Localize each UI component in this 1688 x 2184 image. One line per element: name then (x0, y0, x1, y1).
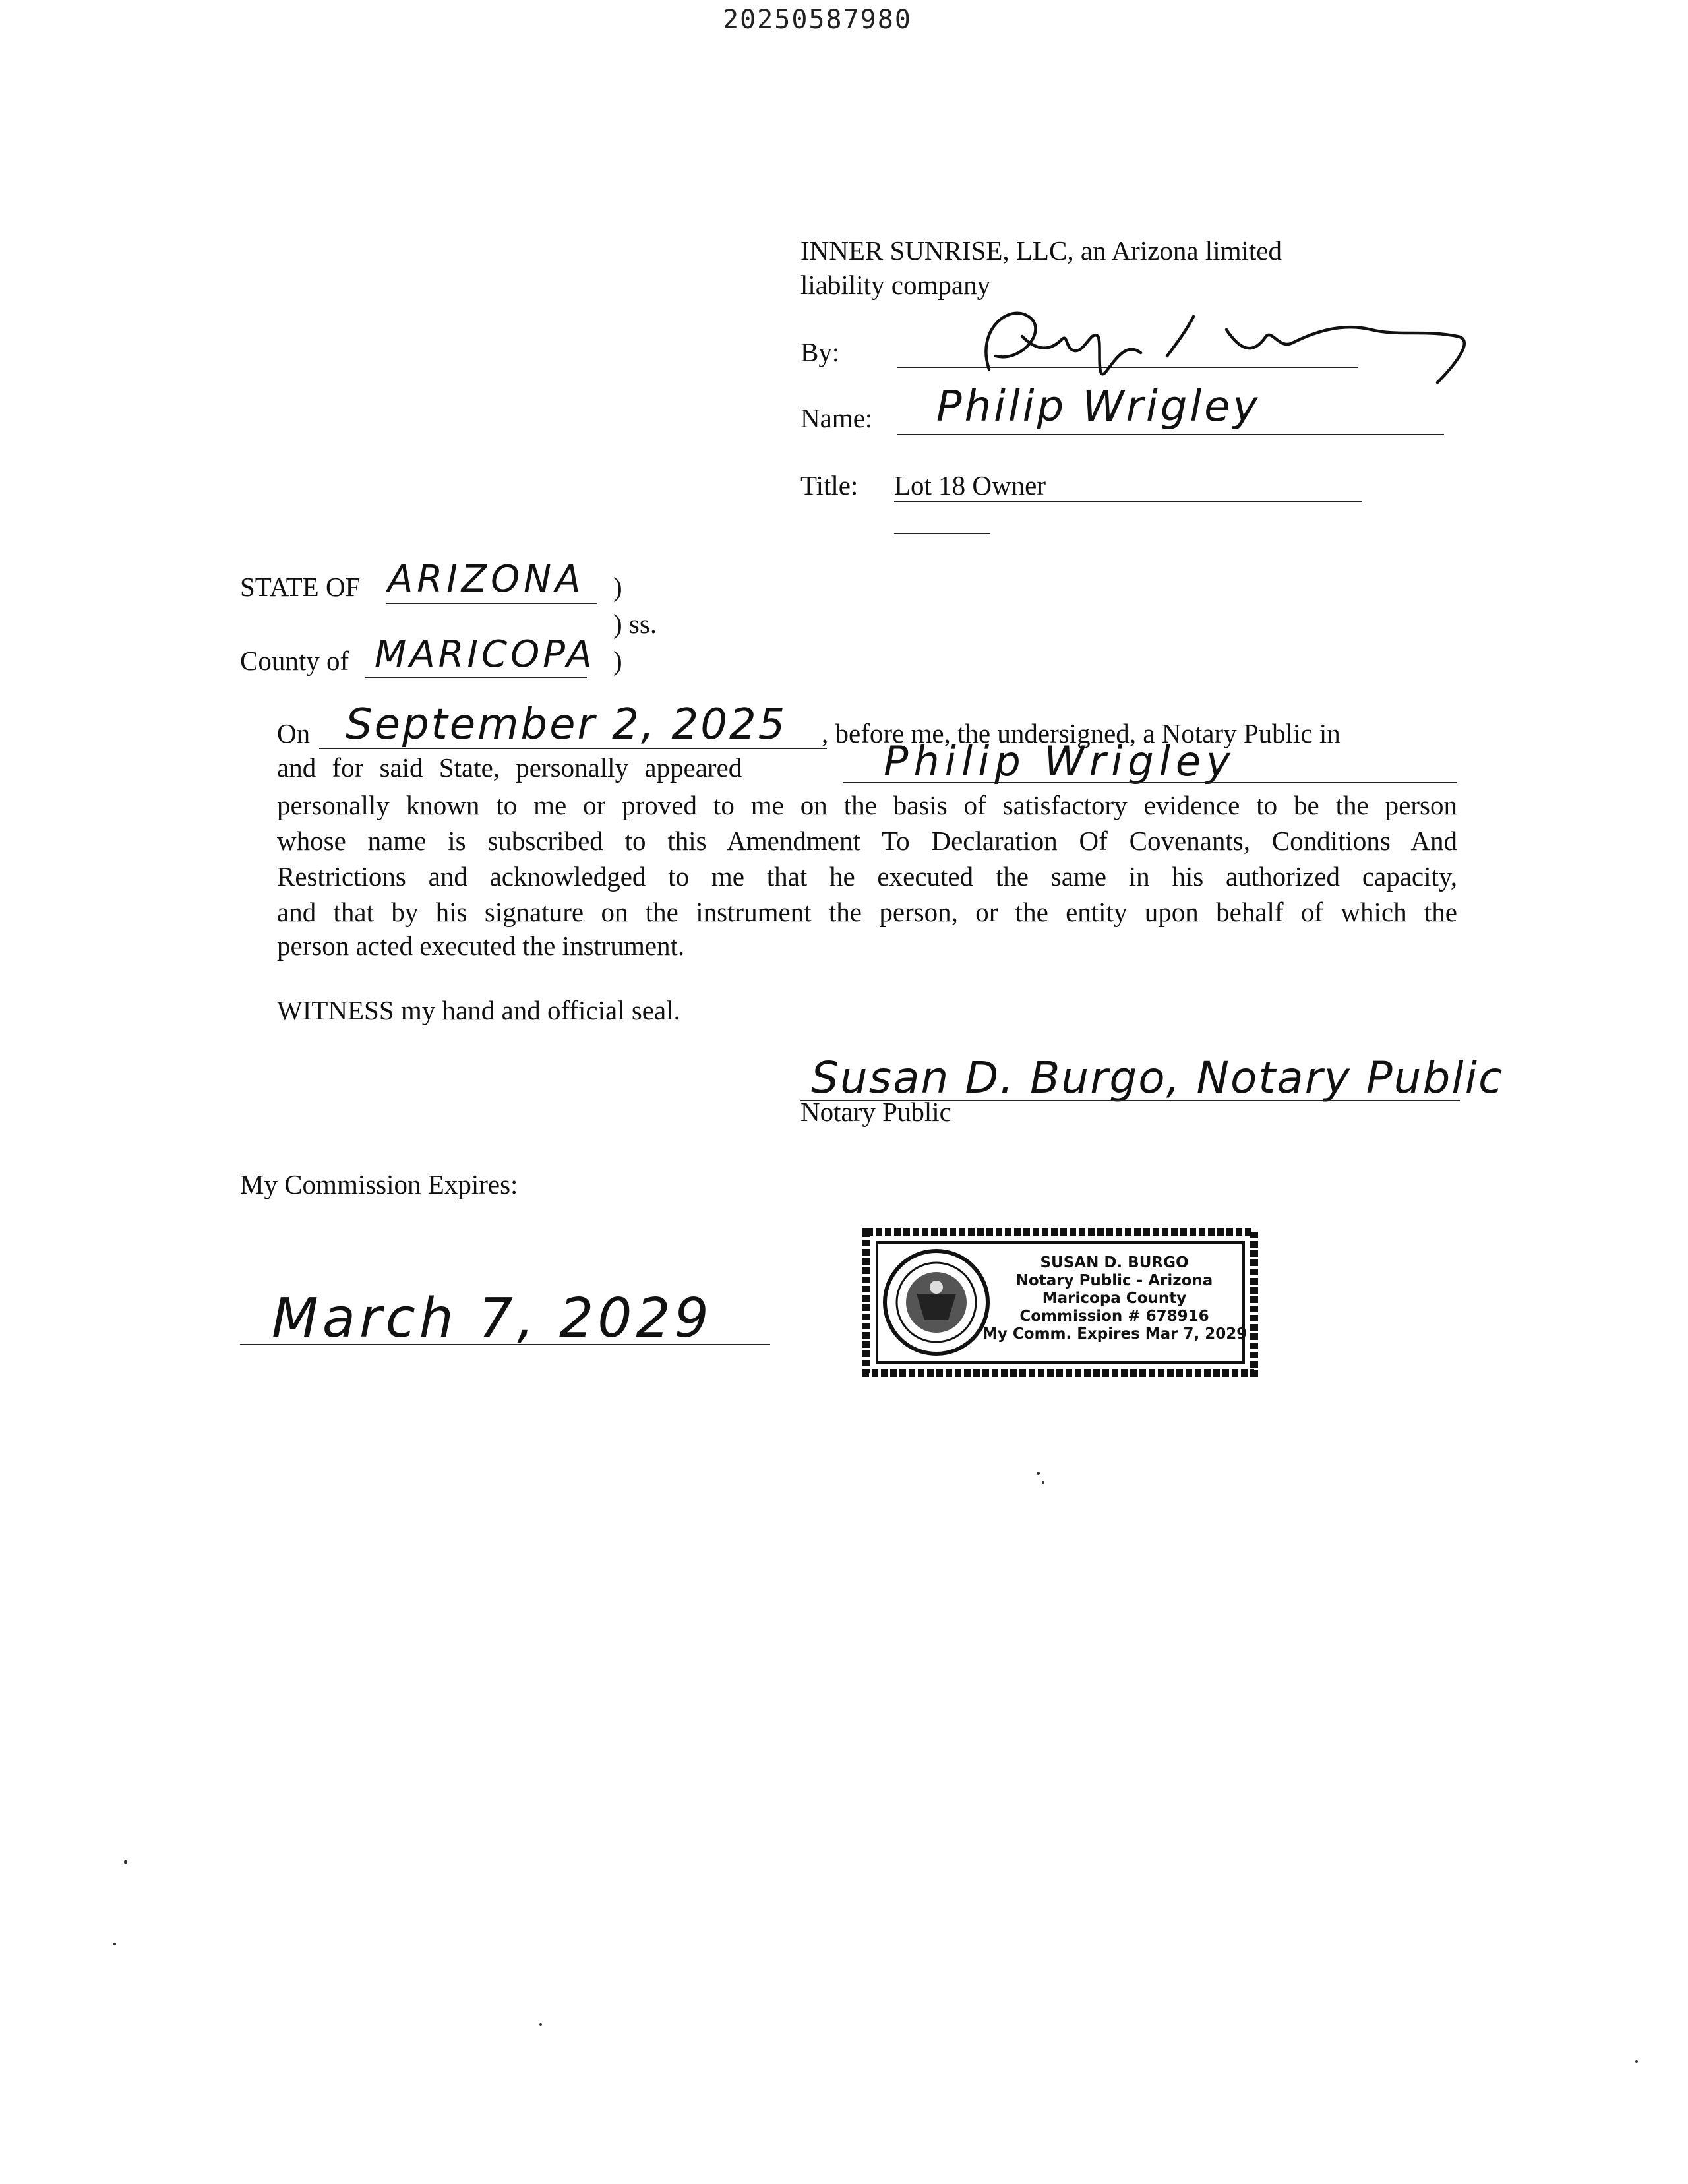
title-value: Lot 18 Owner (894, 470, 1046, 501)
title-line-extra (894, 533, 990, 534)
ack-line-1-rest: , before me, the undersigned, a Notary Public in (822, 718, 1341, 748)
stamp-line-5: My Comm. Expires Mar 7, 2029 (982, 1325, 1248, 1343)
name-line (897, 434, 1444, 435)
by-label: By: (800, 337, 840, 367)
scan-speck (1635, 2060, 1638, 2063)
ack-appeared-name: Philip Wrigley (884, 737, 1236, 785)
scan-speck (124, 1860, 127, 1864)
ack-date-line (319, 748, 827, 749)
ack-line-3: personally known to me or proved to me on the basis of satisfactory evidence to be the person (277, 790, 1457, 820)
company-line-1: INNER SUNRISE, LLC, an Arizona limited (800, 235, 1282, 266)
name-label: Name: (800, 403, 873, 433)
witness-text: WITNESS my hand and official seal. (277, 995, 680, 1025)
scan-speck (539, 2023, 542, 2026)
title-label: Title: (800, 470, 859, 501)
ack-date-handwritten: September 2, 2025 (346, 700, 787, 749)
ack-line-5: Restrictions and acknowledged to me that he executed the same in his authorized capacity, (277, 861, 1457, 892)
state-paren: ) (613, 572, 622, 602)
commission-handwritten-date: March 7, 2029 (272, 1287, 713, 1350)
owner-signature (950, 290, 1490, 396)
ss-label: ) ss. (613, 609, 657, 639)
ack-line-6: and that by his signature on the instrument the person, or the entity upon behalf of which the (277, 897, 1457, 927)
ack-appeared-line (843, 782, 1457, 783)
state-handwritten-value: ARIZONA (388, 558, 585, 601)
county-label: County of (240, 646, 349, 676)
commission-label: My Commission Expires: (240, 1169, 518, 1199)
title-line (894, 501, 1362, 502)
scan-speck (1042, 1481, 1044, 1484)
stamp-line-3: Maricopa County (1042, 1290, 1187, 1307)
ack-line-2-start: and for said State, personally appeared (277, 752, 742, 783)
state-label: STATE OF (240, 572, 361, 602)
stamp-name: SUSAN D. BURGO (1040, 1254, 1189, 1271)
notary-signature: Susan D. Burgo, Notary Public (811, 1052, 1504, 1103)
commission-line (240, 1344, 770, 1345)
company-line-2: liability company (800, 270, 991, 300)
stamp-line-4: Commission # 678916 (1019, 1308, 1209, 1325)
ack-line-4: whose name is subscribed to this Amendment To Declaration Of Covenants, Conditions And (277, 826, 1457, 856)
scan-speck (1037, 1472, 1040, 1475)
county-line (365, 677, 587, 678)
ack-on: On (277, 718, 311, 748)
ack-line-7: person acted executed the instrument. (277, 930, 685, 961)
name-handwritten-value: Philip Wrigley (936, 382, 1261, 431)
scan-speck (113, 1943, 116, 1945)
recording-number: 20250587980 (723, 5, 912, 35)
notary-label: Notary Public (800, 1097, 951, 1127)
stamp-text (982, 1254, 1246, 1343)
stamp-line-2: Notary Public - Arizona (1015, 1272, 1213, 1289)
county-paren: ) (613, 646, 622, 676)
county-handwritten-value: MARICOPA (375, 633, 595, 676)
state-line (386, 603, 597, 604)
